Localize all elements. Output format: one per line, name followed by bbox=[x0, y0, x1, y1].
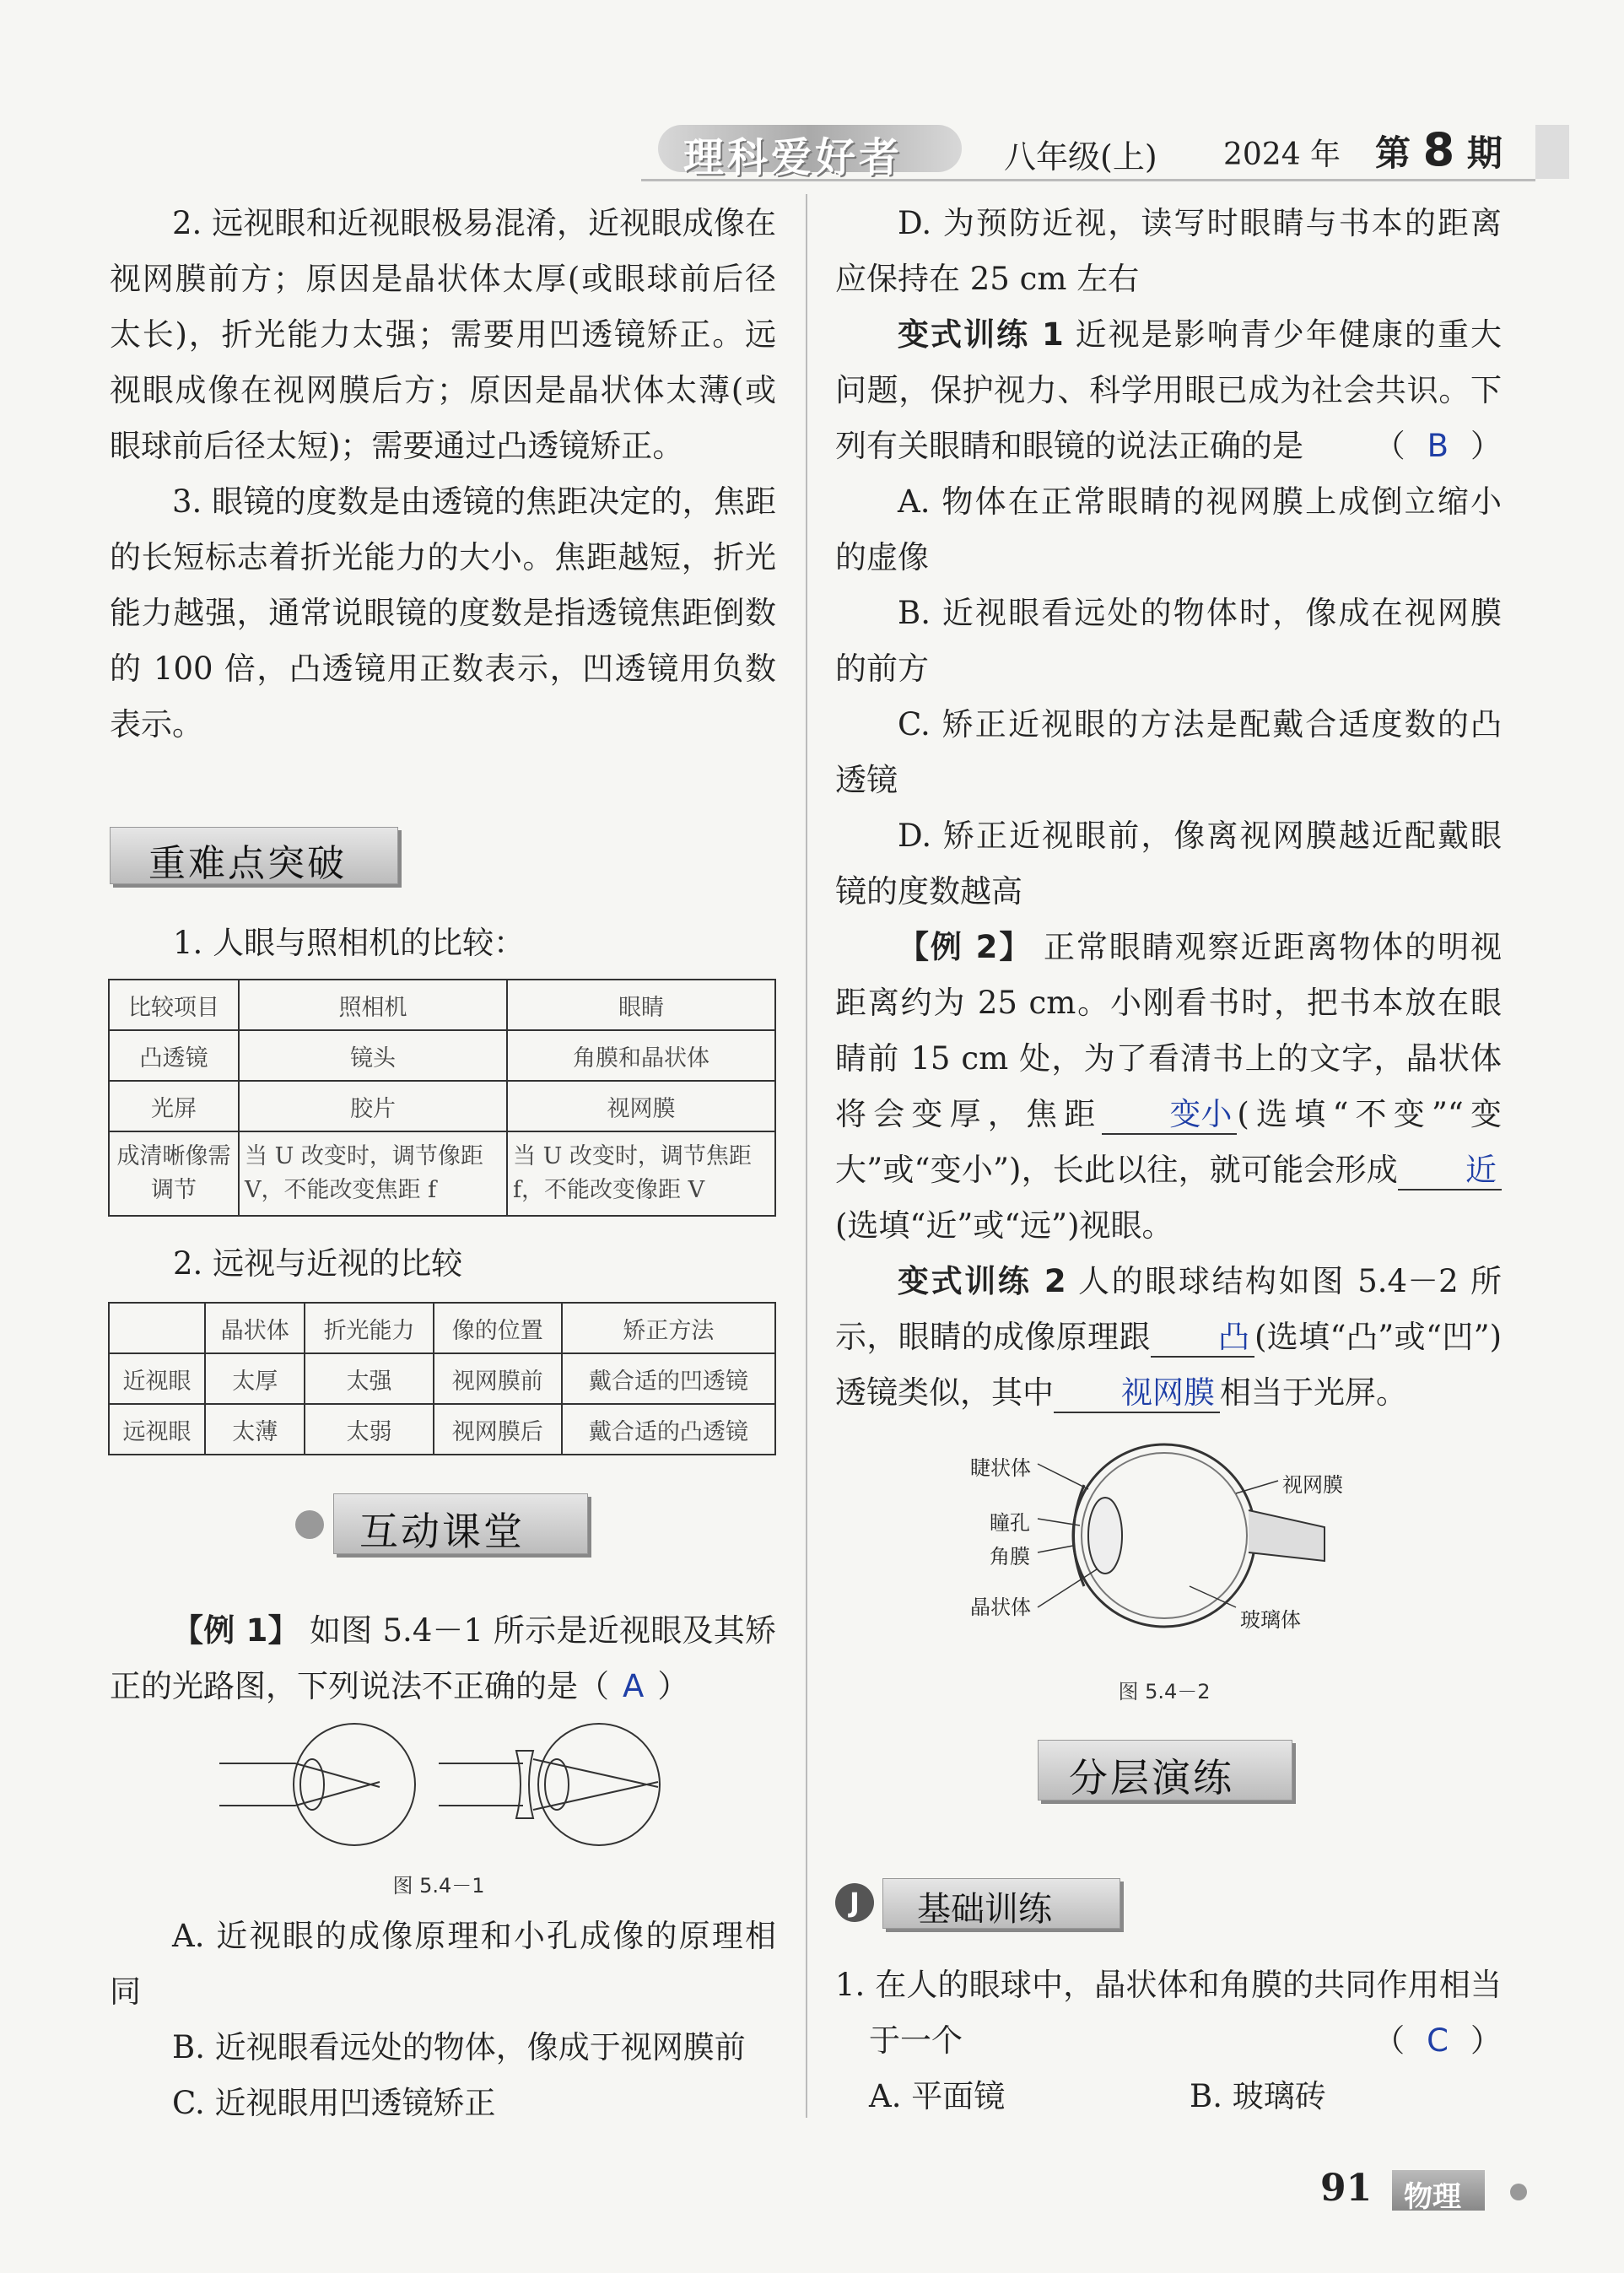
variant-1 bbox=[835, 307, 1502, 474]
option-a: A. 平面镜 bbox=[869, 2078, 1006, 2114]
label-pupil: 瞳孔 bbox=[990, 1511, 1030, 1535]
table2-title: 2. 远视与近视的比较 bbox=[173, 1245, 463, 1282]
myopia-hyperopia-table bbox=[108, 1302, 776, 1455]
answer: C bbox=[1427, 2022, 1449, 2059]
concave-lens bbox=[516, 1751, 533, 1818]
table-cell: 视网膜 bbox=[507, 1081, 775, 1131]
table-cell: 远视眼 bbox=[109, 1404, 205, 1455]
issue-suffix: 期 bbox=[1466, 132, 1503, 174]
pointer bbox=[1038, 1464, 1088, 1489]
light-ray bbox=[533, 1782, 658, 1810]
variant-1-option-c: C. 矫正近视眼的方法是配戴合适度数的凸透镜 bbox=[835, 706, 1502, 798]
table-cell: 照相机 bbox=[239, 980, 507, 1030]
left-column bbox=[110, 196, 776, 753]
page-number: 91 bbox=[1320, 2167, 1373, 2210]
header-tab bbox=[1535, 125, 1569, 179]
table-cell: 凸透镜 bbox=[109, 1030, 239, 1081]
header bbox=[0, 118, 1624, 186]
table-cell: 太薄 bbox=[205, 1404, 305, 1455]
column-divider bbox=[806, 194, 807, 2118]
table-row bbox=[109, 1353, 775, 1404]
section-title-key-points: 重难点突破 bbox=[110, 827, 398, 884]
eye-ball bbox=[294, 1724, 415, 1845]
example-1 bbox=[110, 1603, 776, 1714]
table-cell: 太厚 bbox=[205, 1353, 305, 1404]
figure-caption: 图 5.4－1 bbox=[392, 1874, 485, 1898]
table-cell: 像的位置 bbox=[434, 1303, 562, 1353]
answer-blank: 近 bbox=[1398, 1152, 1502, 1190]
pointer bbox=[1038, 1569, 1097, 1607]
example-2: 【例 2】 正常眼睛观察近距离物体的明视距离约为 25 cm。小刚看书时，把书本放在眼睛前 15 cm 处，为了看清书上的文字，晶状体将会变厚，焦距 变小 (选填“不变”“变大”或“变小”)，长此以往，就可能会形成 近(选填“近”或“远”)视眼。 bbox=[835, 929, 1502, 1244]
para-3: 3. 眼镜的度数是由透镜的焦距决定的，焦距的长短标志着折光能力的大小。焦距越短，折光能力越强，通常说眼镜的度数是指透镜焦距倒数的 100 倍，凸透镜用正数表示，凹透镜用负数表示。 bbox=[110, 483, 776, 742]
label-lens: 晶状体 bbox=[970, 1595, 1031, 1619]
table-cell: 胶片 bbox=[239, 1081, 507, 1131]
table-cell: 比较项目 bbox=[109, 980, 239, 1030]
table-cell: 当 U 改变时，调节焦距 f，不能改变像距 V bbox=[507, 1131, 775, 1216]
table-cell: 矫正方法 bbox=[562, 1303, 775, 1353]
table-cell: 太强 bbox=[305, 1353, 433, 1404]
cornea bbox=[1074, 1485, 1085, 1586]
variant-text: 近视是影响青少年健康的重大问题，保护视力、科学用眼已成为社会共识。下列有关眼睛和眼镜的说法正确的是 bbox=[835, 316, 1502, 464]
table-cell: 戴合适的凹透镜 bbox=[562, 1353, 775, 1404]
table-row bbox=[109, 1030, 775, 1081]
question-options bbox=[835, 2069, 1502, 2125]
table-cell: 视网膜前 bbox=[434, 1353, 562, 1404]
option-c: C. 近视眼用凹透镜矫正 bbox=[172, 2085, 496, 2121]
issue bbox=[1375, 123, 1503, 176]
table1-title: 1. 人眼与照相机的比较： bbox=[173, 925, 526, 961]
option-b: B. 近视眼看远处的物体，像成于视网膜前 bbox=[172, 2029, 746, 2065]
light-ray bbox=[533, 1759, 658, 1787]
table-cell: 光屏 bbox=[109, 1081, 239, 1131]
table-cell: 角膜和晶状体 bbox=[507, 1030, 775, 1081]
light-ray bbox=[295, 1782, 380, 1806]
footer-dot bbox=[1510, 2184, 1527, 2200]
table-cell: 戴合适的凸透镜 bbox=[562, 1404, 775, 1455]
variant-tag: 变式训练 2 bbox=[898, 1263, 1066, 1299]
table-cell: 当 U 改变时，调节像距 V，不能改变焦距 f bbox=[239, 1131, 507, 1216]
figure-5-4-1 bbox=[211, 1713, 683, 1873]
answer: A bbox=[623, 1668, 645, 1704]
paren-close: ） bbox=[657, 1668, 689, 1704]
lens bbox=[1088, 1498, 1122, 1574]
table-row bbox=[109, 1404, 775, 1455]
answer-blank: 变小 bbox=[1102, 1096, 1237, 1135]
section-title-layered: 分层演练 bbox=[1038, 1740, 1292, 1801]
label-cornea: 角膜 bbox=[990, 1545, 1030, 1568]
example-1-options bbox=[110, 1909, 776, 2131]
table-cell: 近视眼 bbox=[109, 1353, 205, 1404]
label-retina: 视网膜 bbox=[1282, 1473, 1343, 1497]
option-d: D. 为预防近视，读写时眼睛与书本的距离应保持在 25 cm 左右 bbox=[835, 205, 1502, 297]
table-cell: 视网膜后 bbox=[434, 1404, 562, 1455]
section-title-interactive: 互动课堂 bbox=[333, 1493, 588, 1554]
question-1 bbox=[835, 1957, 1502, 2125]
sub-badge: J bbox=[835, 1883, 874, 1922]
subject-tab: 物理 bbox=[1392, 2170, 1485, 2211]
pointer bbox=[1038, 1546, 1073, 1552]
issue-number: 8 bbox=[1422, 123, 1455, 176]
table-cell bbox=[109, 1303, 205, 1353]
answer-blank: 视网膜 bbox=[1054, 1374, 1220, 1413]
table-row bbox=[109, 1131, 775, 1216]
answer-blank: 凸 bbox=[1151, 1319, 1254, 1358]
para-2: 2. 远视眼和近视眼极易混淆，近视眼成像在视网膜前方；原因是晶状体太厚(或眼球前后径太长)，折光能力太强；需要用凹透镜矫正。远视眼成像在视网膜后方；原因是晶状体太薄(或眼球前后径太短)；需要通过凸透镜矫正。 bbox=[110, 205, 776, 464]
light-ray bbox=[295, 1763, 380, 1787]
variant-1-option-d: D. 矫正近视眼前，像离视网膜越近配戴眼镜的度数越高 bbox=[835, 818, 1502, 910]
example-tag: 【例 1】 bbox=[172, 1612, 299, 1649]
table-row bbox=[109, 1081, 775, 1131]
table-row bbox=[109, 1303, 775, 1353]
figure-caption: 图 5.4－2 bbox=[1118, 1680, 1211, 1703]
eye-camera-table bbox=[108, 979, 776, 1217]
right-column bbox=[835, 196, 1502, 1421]
table-cell: 太弱 bbox=[305, 1404, 433, 1455]
table-cell: 折光能力 bbox=[305, 1303, 433, 1353]
variant-tag: 变式训练 1 bbox=[898, 316, 1064, 353]
sub-title-basic-training: 基础训练 bbox=[882, 1878, 1120, 1929]
figure-5-4-2 bbox=[970, 1426, 1375, 1671]
variant-1-option-b: B. 近视眼看远处的物体时，像成在视网膜的前方 bbox=[835, 595, 1502, 687]
pointer bbox=[1190, 1586, 1236, 1607]
answer: B bbox=[1427, 428, 1449, 464]
optic-nerve bbox=[1249, 1510, 1325, 1561]
table-row bbox=[109, 980, 775, 1030]
grade: 八年级(上) bbox=[1004, 138, 1157, 175]
brand-title: 理科爱好者 bbox=[683, 134, 904, 181]
label-ciliary: 睫状体 bbox=[970, 1456, 1031, 1480]
table-cell: 成清晰像需调节 bbox=[109, 1131, 239, 1216]
circle-marker bbox=[295, 1510, 324, 1539]
option-a: A. 近视眼的成像原理和小孔成像的原理相同 bbox=[110, 1918, 776, 2010]
year: 2024 年 bbox=[1223, 138, 1341, 172]
table-cell: 眼睛 bbox=[507, 980, 775, 1030]
example-text: 如图 5.4－1 所示是近视眼及其矫正的光路图，下列说法不正确的是（ bbox=[110, 1612, 776, 1704]
variant-2: 变式训练 2 人的眼球结构如图 5.4－2 所示，眼睛的成像原理跟 凸 (选填“凸”或“凹”)透镜类似，其中 视网膜 相当于光屏。 bbox=[835, 1254, 1502, 1421]
question-text: 1. 在人的眼球中，晶状体和角膜的共同作用相当于一个 bbox=[835, 1967, 1502, 2059]
example-tag: 【例 2】 bbox=[898, 929, 1033, 965]
answer-paren: （ C ） bbox=[1373, 2022, 1502, 2059]
issue-prefix: 第 bbox=[1375, 132, 1411, 174]
eye-ball bbox=[538, 1724, 660, 1845]
eye-lens bbox=[300, 1759, 324, 1810]
variant-1-option-a: A. 物体在正常眼睛的视网膜上成倒立缩小的虚像 bbox=[835, 483, 1502, 575]
answer-paren: （ B ） bbox=[1373, 428, 1502, 464]
table-cell: 镜头 bbox=[239, 1030, 507, 1081]
table-cell: 晶状体 bbox=[205, 1303, 305, 1353]
option-b: B. 玻璃砖 bbox=[1190, 2078, 1326, 2114]
label-vitreous: 玻璃体 bbox=[1240, 1608, 1301, 1632]
